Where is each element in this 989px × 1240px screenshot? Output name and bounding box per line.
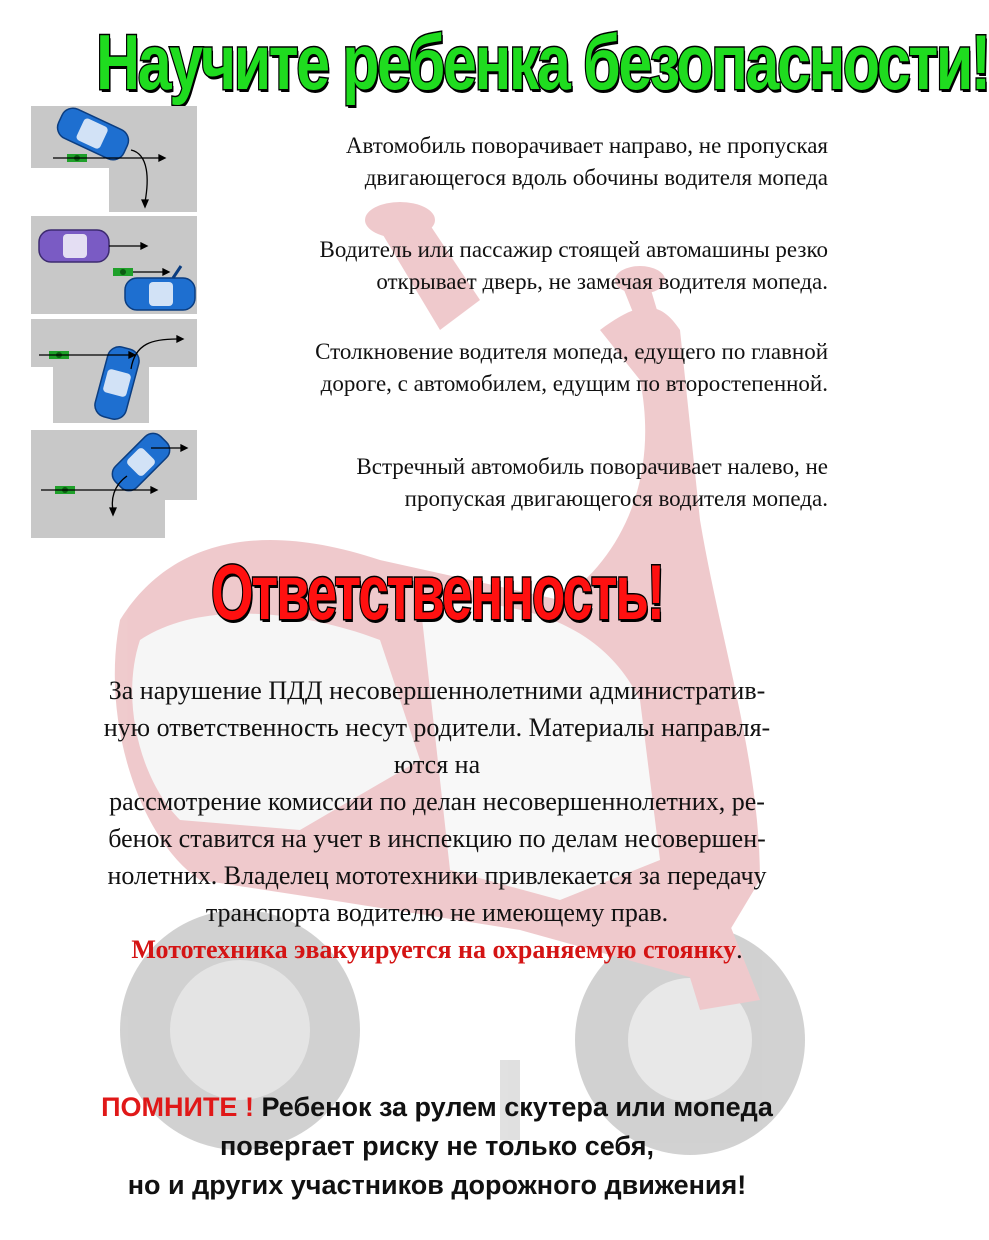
responsibility-line: ются на <box>393 750 481 779</box>
scenario-2-line1: Водитель или пассажир стоящей автомашины резко <box>319 237 828 262</box>
evacuation-line <box>30 931 844 968</box>
diagram-left-turn <box>31 430 197 538</box>
moped-icon <box>113 268 133 276</box>
scenario-3-line2: дороге, с автомобилем, едущим по второстепенной. <box>320 371 828 396</box>
remember-block <box>30 1088 844 1205</box>
responsibility-line: транспорта водителю не имеющему прав. <box>205 898 669 927</box>
remember-line1 <box>30 1088 844 1127</box>
responsibility-line: За нарушение ПДД несовершеннолетними административ- <box>108 676 766 705</box>
scenario-4-text <box>208 451 828 515</box>
diagram-door-opening <box>31 216 197 314</box>
page-title: Научите ребенка безопасности! <box>96 18 989 106</box>
evacuation-text: Мототехника эвакуируется на охраняемую стоянку <box>131 935 737 964</box>
scenario-1-text <box>208 130 828 194</box>
diagram-intersection <box>31 319 197 423</box>
responsibility-line: бенок ставится на учет в инспекцию по делам несовершен- <box>108 824 766 853</box>
scenario-4-line1: Встречный автомобиль поворачивает налево, не <box>356 454 828 479</box>
responsibility-heading: Ответственность! <box>211 548 663 636</box>
diagram-right-turn <box>31 106 197 212</box>
scenario-2-line2: открывает дверь, не замечая водителя мопеда. <box>376 269 828 294</box>
car-icon <box>39 230 109 262</box>
responsibility-line: рассмотрение комиссии по делан несовершеннолетних, ре- <box>109 787 765 816</box>
remember-line3: но и других участников дорожного движения! <box>127 1170 747 1200</box>
responsibility-line: нолетних. Владелец мототехники привлекается за передачу <box>107 861 767 890</box>
responsibility-paragraph <box>30 672 844 968</box>
remember-text-1: Ребенок за рулем скутера или мопеда <box>253 1092 773 1122</box>
scenario-3-text <box>208 336 828 400</box>
responsibility-line: ную ответственность несут родители. Материалы направля- <box>103 713 771 742</box>
remember-label: ПОМНИТЕ ! <box>101 1092 254 1122</box>
scenario-3-line1: Столкновение водителя мопеда, едущего по главной <box>315 339 828 364</box>
scenario-1-line2: двигающегося вдоль обочины водителя мопеда <box>364 165 828 190</box>
scenario-2-text <box>208 234 828 298</box>
scenario-4-line2: пропуская двигающегося водителя мопеда. <box>404 486 828 511</box>
remember-line2: повергает риску не только себя, <box>219 1131 654 1161</box>
evacuation-period: . <box>736 935 743 964</box>
scenario-1-line1: Автомобиль поворачивает направо, не пропуская <box>345 133 828 158</box>
